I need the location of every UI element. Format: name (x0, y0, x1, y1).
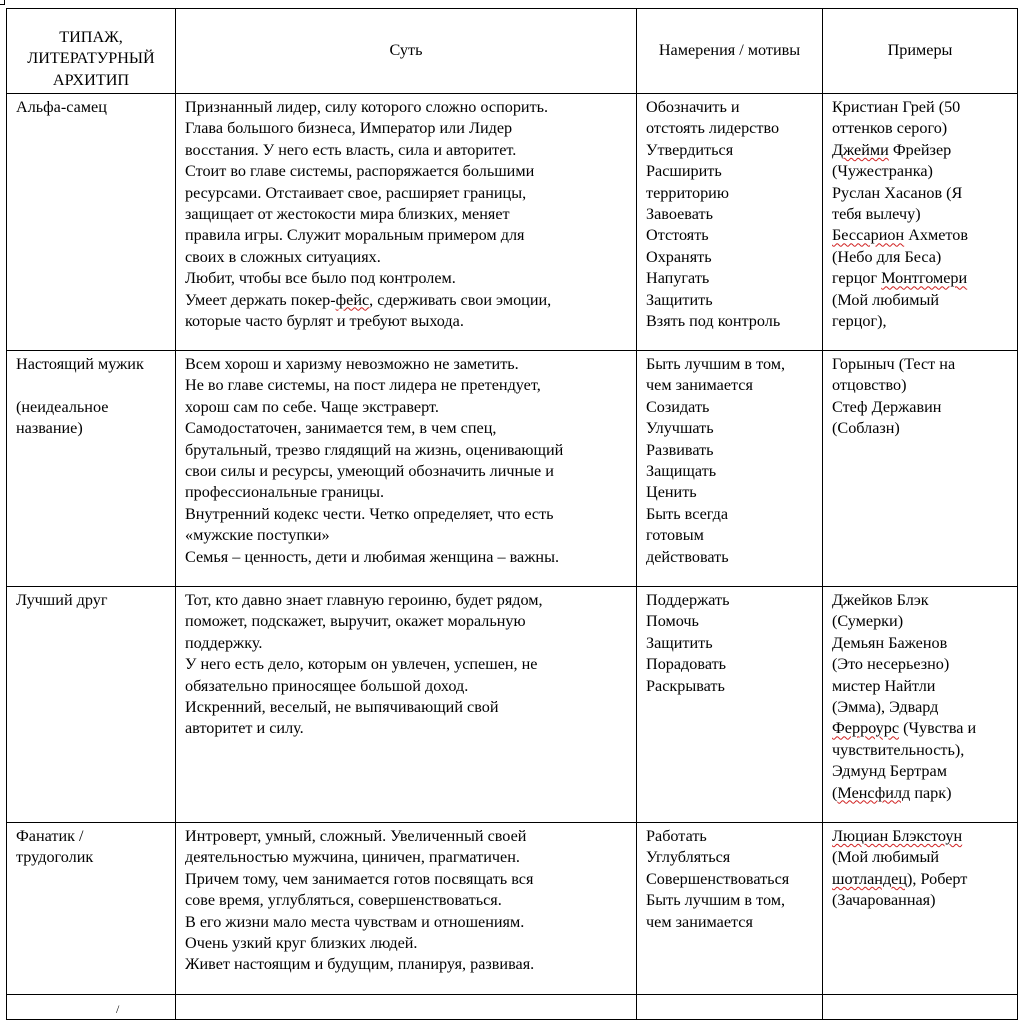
motives-line: Охранять (646, 247, 712, 266)
motives-line: Быть лучшим в том, (646, 355, 786, 373)
essence-cell-partial (176, 995, 637, 1020)
motives-line: Защитить (646, 633, 713, 652)
examples-line (832, 225, 1009, 246)
essence-line: защищает от жестокости мира близких, меняет (185, 205, 510, 224)
essence-line: ресурсами. Отстаивает свое, расширяет границы, (185, 183, 527, 202)
spellcheck-flagged-word: шотландец (832, 869, 908, 888)
motives-cell (637, 94, 823, 351)
essence-line: Живет настоящим и будущим, планируя, развивая. (185, 955, 535, 974)
examples-line: Эдмунд Бертрам (832, 762, 947, 781)
table-row (7, 351, 1018, 587)
motives-line: Быть всегда (646, 504, 729, 523)
motives-cell-partial (637, 995, 823, 1020)
essence-cell (176, 351, 637, 587)
header-type-line: ЛИТЕРАТУРНЫЙ (27, 49, 155, 68)
type-line: Настоящий мужик (16, 355, 144, 373)
spellcheck-flagged-word: Монтгомери (881, 269, 968, 288)
essence-line: которые часто бурлят и требуют выхода. (185, 312, 464, 331)
page-corner-mark (0, 0, 5, 5)
essence-cell (176, 587, 637, 823)
examples-line: оттенков серого) (832, 119, 948, 138)
examples-line: (Небо для Беса) (832, 247, 942, 266)
essence-line: свои силы и ресурсы, умеющий обозначить личные и (185, 462, 554, 481)
essence-line: Интроверт, умный, сложный. Увеличенный своей (185, 827, 527, 845)
motives-line: Защищать (646, 462, 717, 481)
essence-line: авторитет и силу. (185, 719, 304, 738)
examples-line: (Мой любимый (832, 290, 940, 309)
essence-line: Любит, чтобы все было под контролем. (185, 269, 456, 288)
examples-cell-partial (823, 995, 1018, 1020)
essence-cell (176, 94, 637, 351)
motives-line: Быть лучшим в том, (646, 891, 786, 910)
examples-line: Кристиан Грей (50 (832, 98, 961, 116)
motives-line: Помочь (646, 612, 699, 631)
examples-line: (Соблазн) (832, 419, 900, 438)
essence-line: Искренний, веселый, не выпячивающий свой (185, 698, 499, 717)
motives-line: Отстоять (646, 226, 709, 245)
essence-line: восстания. У него есть власть, сила и авторитет. (185, 140, 517, 159)
motives-line: Углубляться (646, 848, 731, 867)
essence-line (185, 290, 628, 311)
type-cell (7, 823, 176, 995)
line-text-part: Фрейзер (888, 140, 952, 159)
motives-line: Улучшать (646, 419, 714, 438)
essence-line: сове время, углубляться, совершенствоваться. (185, 891, 502, 910)
type-line: Альфа-самец (16, 98, 107, 116)
examples-line (832, 826, 1009, 847)
essence-cell (176, 823, 637, 995)
essence-line: Глава большого бизнеса, Император или Лидер (185, 119, 513, 138)
table-row (7, 587, 1018, 823)
motives-line: Работать (646, 827, 707, 845)
table-header-row (7, 9, 1018, 94)
motives-line: Ценить (646, 483, 697, 502)
essence-line: «мужские поступки» (185, 526, 330, 545)
motives-line: отстоять лидерство (646, 119, 780, 138)
essence-line: Признанный лидер, силу которого сложно оспорить. (185, 98, 549, 116)
spellcheck-flagged-word: фейс (335, 290, 370, 309)
essence-line: обязательно приносящее большой доход. (185, 676, 469, 695)
table-row (7, 823, 1018, 995)
examples-line: (Мой любимый (832, 848, 940, 867)
examples-cell (823, 351, 1018, 587)
examples-line: мистер Найтли (832, 676, 936, 695)
examples-line (832, 268, 1009, 289)
motives-line: чем занимается (646, 912, 753, 931)
essence-line: Семья – ценность, дети и любимая женщина – важны. (185, 547, 560, 566)
motives-line: Порадовать (646, 655, 727, 674)
examples-line: чувствительность), (832, 740, 965, 759)
motives-line: Завоевать (646, 205, 713, 224)
examples-line: (Эмма), Эдвард (832, 698, 939, 717)
motives-line: Утвердиться (646, 140, 734, 159)
motives-line: чем занимается (646, 376, 753, 395)
motives-line: действовать (646, 547, 729, 566)
motives-line: Совершенствоваться (646, 869, 790, 888)
line-text-part: парк) (910, 783, 952, 802)
line-text-part: ), Роберт (907, 869, 968, 888)
type-line: Фанатик / (16, 827, 84, 845)
line-text-part: Ахметов (904, 226, 969, 245)
examples-cell (823, 823, 1018, 995)
examples-line (832, 140, 1009, 161)
essence-line: Тот, кто давно знает главную героиню, будет рядом, (185, 591, 543, 609)
examples-line: (Это несерьезно) (832, 655, 950, 674)
partial-row-fragment: / (116, 1002, 120, 1016)
header-examples: Примеры (823, 9, 1018, 94)
examples-line: Руслан Хасанов (Я (832, 183, 963, 202)
motives-line: Расширить (646, 162, 722, 181)
essence-line: Очень узкий круг близких людей. (185, 934, 418, 953)
essence-line: своих в сложных ситуациях. (185, 247, 381, 266)
examples-line: герцог), (832, 312, 887, 331)
examples-line: тебя вылечу) (832, 205, 921, 224)
type-cell (7, 94, 176, 351)
examples-cell (823, 94, 1018, 351)
essence-line: В его жизни мало места чувствам и отношениям. (185, 912, 525, 931)
spellcheck-flagged-word: Люциан Блэкстоун (832, 827, 963, 845)
header-essence: Суть (176, 9, 637, 94)
motives-line: готовым (646, 526, 704, 545)
motives-line: Поддержать (646, 591, 730, 609)
header-type (7, 9, 176, 94)
essence-line: профессиональные границы. (185, 483, 385, 502)
type-line: название) (16, 419, 83, 438)
examples-line: (Чужестранка) (832, 162, 933, 181)
type-cell (7, 351, 176, 587)
essence-line: У него есть дело, которым он увлечен, успешен, не (185, 655, 538, 674)
type-line: Лучший друг (16, 591, 108, 609)
essence-line: Причем тому, чем занимается готов посвящать вся (185, 869, 534, 888)
spellcheck-flagged-word: Менсфилд (837, 783, 911, 802)
header-type-line: АРХИТИП (52, 70, 130, 89)
header-motives: Намерения / мотивы (637, 9, 823, 94)
motives-line: Развивать (646, 440, 714, 459)
examples-line: Джейков Блэк (832, 591, 929, 609)
examples-line: Демьян Баженов (832, 633, 948, 652)
blank-line (16, 375, 167, 396)
motives-line: Раскрывать (646, 676, 725, 695)
spellcheck-flagged-word: Джейми (832, 140, 889, 159)
spellcheck-flagged-word: Бессарион (832, 226, 905, 245)
essence-line: поддержку. (185, 633, 263, 652)
essence-line: хорош сам по себе. Чаще экстраверт. (185, 397, 439, 416)
motives-line: Защитить (646, 290, 713, 309)
motives-cell (637, 587, 823, 823)
examples-line (832, 718, 1009, 739)
line-text-part: (Чувства и (899, 719, 977, 738)
examples-line: (Сумерки) (832, 612, 904, 631)
essence-line: Стоит во главе системы, распоряжается большими (185, 162, 535, 181)
examples-line: отцовство) (832, 376, 907, 395)
essence-line: Всем хорош и харизму невозможно не заметить. (185, 355, 519, 373)
motives-cell (637, 351, 823, 587)
motives-cell (637, 823, 823, 995)
type-line: трудоголик (16, 848, 94, 867)
type-cell-partial (7, 995, 176, 1020)
motives-line: Взять под контроль (646, 312, 781, 331)
examples-line: Стеф Державин (832, 397, 942, 416)
line-text-part: , сдерживать свои эмоции, (369, 290, 552, 309)
essence-line: поможет, подскажет, выручит, окажет моральную (185, 612, 526, 631)
essence-line: правила игры. Служит моральным примером для (185, 226, 525, 245)
essence-line: деятельностью мужчина, циничен, прагматичен. (185, 848, 520, 867)
archetype-table (6, 8, 1018, 1020)
table-row (7, 94, 1018, 351)
motives-line: Напугать (646, 269, 710, 288)
motives-line: Созидать (646, 397, 710, 416)
line-text-part: ( (832, 783, 838, 802)
examples-cell (823, 587, 1018, 823)
examples-line: Горыныч (Тест на (832, 355, 956, 373)
spellcheck-flagged-word: Ферроурс (832, 719, 900, 738)
table-row-partial (7, 995, 1018, 1020)
line-text-part: герцог (832, 269, 882, 288)
examples-line (832, 783, 1009, 804)
type-cell (7, 587, 176, 823)
header-type-line: ТИПАЖ, (59, 27, 123, 46)
examples-line: (Зачарованная) (832, 891, 936, 910)
line-text-part: Умеет держать покер- (185, 290, 336, 309)
essence-line: Самодостаточен, занимается тем, в чем спец, (185, 419, 497, 438)
motives-line: Обозначить и (646, 98, 740, 116)
type-line: (неидеальное (16, 397, 109, 416)
essence-line: Не во главе системы, на пост лидера не претендует, (185, 376, 541, 395)
essence-line: Внутренний кодекс чести. Четко определяет, что есть (185, 504, 554, 523)
motives-line: территорию (646, 183, 729, 202)
examples-line (832, 869, 1009, 890)
essence-line: брутальный, трезво глядящий на жизнь, оценивающий (185, 440, 564, 459)
